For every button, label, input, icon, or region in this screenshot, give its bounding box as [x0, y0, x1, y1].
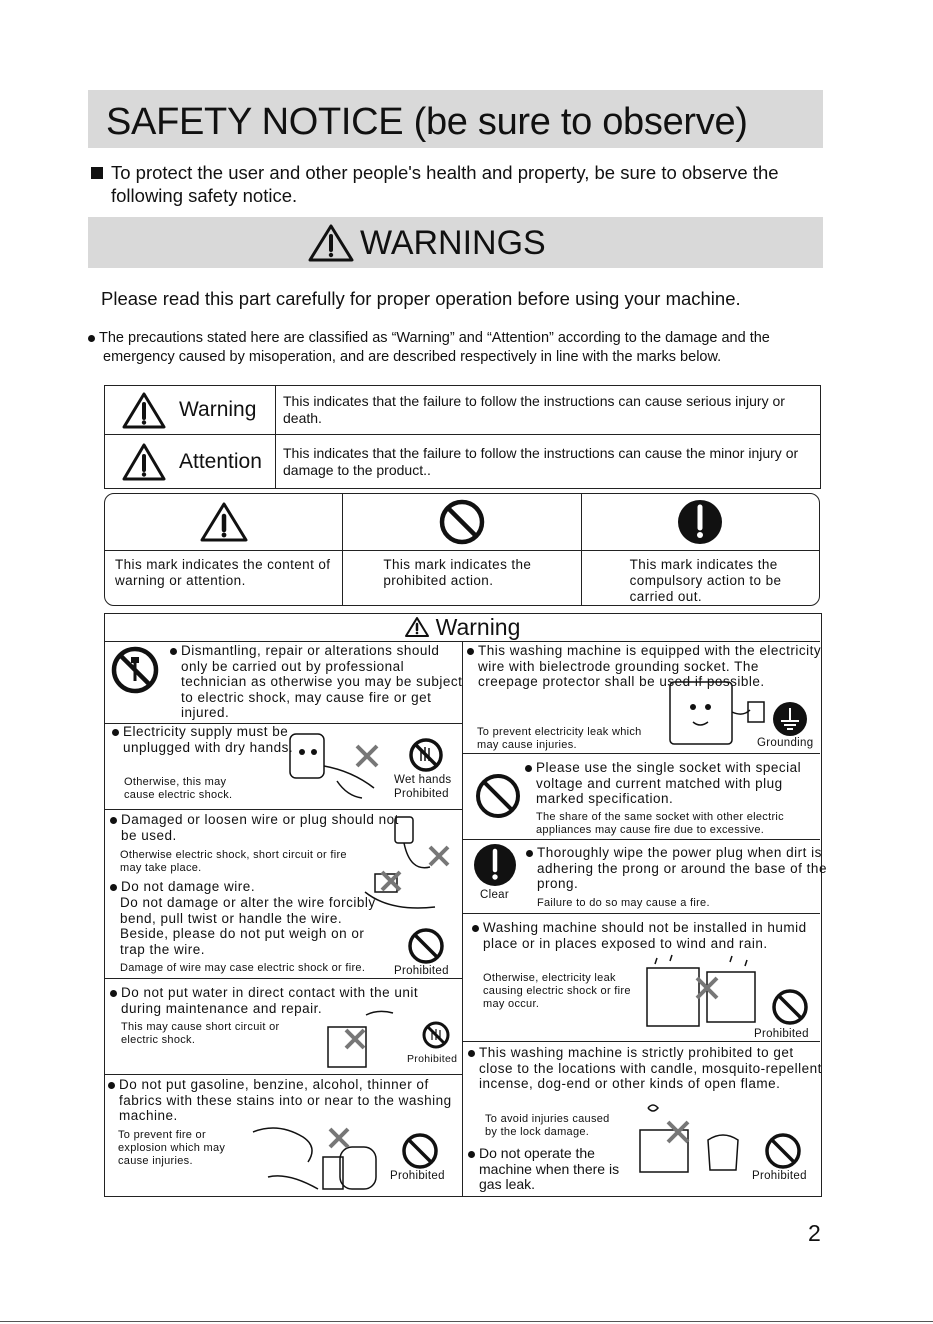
column-divider — [462, 641, 463, 1196]
row-divider — [104, 1074, 462, 1075]
warning-triangle-icon — [121, 442, 167, 482]
gasoline-illustration-icon — [248, 1117, 383, 1192]
clear-label: Clear — [480, 889, 509, 901]
page-title: SAFETY NOTICE (be sure to observe) — [106, 101, 748, 143]
gas-leak-text: Do not operate the machine when there is gas leak. — [468, 1146, 644, 1193]
prohibited-label: Prohibited — [394, 788, 449, 800]
warning-table-header — [104, 613, 820, 642]
gasoline-text: Do not put gasoline, benzine, alcohol, thinner of fabrics with these stains into or near to the washing machine. — [108, 1077, 459, 1124]
legend-label-cell — [105, 386, 276, 435]
humid-note: Otherwise, electricity leak causing electric shock or fire may occur. — [483, 972, 631, 1010]
bullet-dot-icon — [108, 1082, 115, 1089]
bullet-dot-icon — [110, 817, 117, 824]
bullet-dot-icon — [468, 1050, 475, 1057]
precaution-paragraph — [88, 329, 813, 367]
row-divider — [104, 809, 462, 810]
row-divider — [462, 753, 820, 754]
bullet-dot-icon — [467, 648, 474, 655]
row-divider — [462, 913, 820, 914]
unplug-note: Otherwise, this may cause electric shock. — [124, 776, 233, 801]
precaution-text: The precautions stated here are classified as “Warning” and “Attention” according to the damage and the emergency caused by misoperation, and are described respectively in line with the marks below. — [99, 330, 770, 365]
unplug-text: Electricity supply must be unplugged with dry hands. — [112, 724, 298, 755]
water-note: This may cause short circuit or electric shock. — [121, 1021, 280, 1046]
wet-hands-prohibited-icon — [408, 737, 444, 773]
legend-text: This indicates that the failure to follow the instructions can cause the minor injury or damage to the product.. — [276, 435, 821, 489]
bullet-dot-icon — [88, 335, 95, 342]
no-dismantle-icon — [110, 645, 160, 695]
washer-grounding-illustration-icon — [648, 672, 773, 750]
prohibited-label: Prohibited — [394, 965, 449, 977]
open-flame-note: To avoid injuries caused by the lock damage. — [485, 1113, 610, 1138]
grounding-note: To prevent electricity leak which may cause injuries. — [477, 726, 642, 751]
prohibited-icon — [771, 988, 809, 1026]
prohibited-icon — [401, 1132, 439, 1170]
warnings-heading — [308, 221, 546, 265]
legend-label: Warning — [179, 398, 257, 421]
mark-column-prohibited — [343, 494, 581, 605]
bullet-dot-icon — [110, 990, 117, 997]
water-text: Do not put water in direct contact with the unit during maintenance and repair. — [110, 985, 456, 1016]
socket-text: Please use the single socket with special voltage and current matched with plug marked specification. — [525, 760, 831, 807]
bullet-dot-icon — [112, 729, 119, 736]
marks-explanation — [104, 493, 820, 606]
prohibited-icon — [474, 772, 522, 820]
bullet-dot-icon — [472, 925, 479, 932]
warning-triangle-icon — [199, 501, 249, 543]
prohibited-icon — [407, 927, 445, 965]
damaged-wire-note: Otherwise electric shock, short circuit or fire may take place. — [120, 849, 347, 874]
open-flame-text: This washing machine is strictly prohibited to get close to the locations with candle, mosquito-repellent incense, dog-end or other kinds of open flame. — [468, 1045, 829, 1092]
warning-triangle-icon — [404, 616, 430, 638]
bullet-dot-icon — [110, 884, 117, 891]
page-bottom-rule — [0, 1321, 933, 1322]
mark-text: This mark indicates the prohibited action. — [383, 557, 532, 588]
row-divider — [462, 839, 820, 840]
intro-text: To protect the user and other people's health and property, be sure to observe the following safety notice. — [111, 162, 779, 206]
read-notice: Please read this part carefully for proper operation before using your machine. — [101, 288, 741, 309]
prohibited-icon — [438, 498, 486, 546]
legend-row-warning — [105, 386, 821, 435]
warning-table-title: Warning — [435, 613, 521, 640]
wet-hands-label: Wet hands — [394, 774, 452, 786]
wipe-text: Thoroughly wipe the power plug when dirt is adhering the prong or around the base of the prong. — [526, 845, 827, 892]
mark-column-compulsory — [582, 494, 819, 605]
bullet-dot-icon — [170, 648, 177, 655]
no-water-icon — [421, 1020, 451, 1050]
candle-flame-illustration-icon — [628, 1100, 748, 1180]
wire-detail-text: Do not damage or alter the wire forcibly bend, pull twist or handle the wire. Beside, please do not put weigh on or trap the wire. — [120, 895, 376, 957]
mark-text: This mark indicates the compulsory action to be carried out. — [629, 557, 782, 604]
socket-note: The share of the same socket with other electric appliances may cause fire due to excessive. — [536, 811, 784, 836]
wipe-note: Failure to do so may cause a fire. — [537, 897, 710, 909]
bullet-dot-icon — [525, 765, 532, 772]
prohibited-label: Prohibited — [407, 1053, 458, 1065]
legend-label-cell — [105, 435, 276, 489]
do-not-damage-wire-text: Do not damage wire. — [110, 879, 401, 895]
compulsory-exclamation-icon — [473, 843, 517, 887]
mark-text: This mark indicates the content of warning or attention. — [115, 557, 331, 588]
prohibited-icon — [764, 1132, 802, 1170]
warning-triangle-icon — [121, 391, 167, 429]
humid-text: Washing machine should not be installed in humid place or in places exposed to wind and rain. — [472, 920, 818, 951]
prohibited-label: Prohibited — [754, 1028, 809, 1040]
compulsory-exclamation-icon — [676, 498, 724, 546]
dismantle-text: Dismantling, repair or alterations should only be carried out by professional technician as otherwise you may be subject to electric shock, may cause fire or get injured. — [170, 643, 466, 721]
prohibited-label: Prohibited — [752, 1170, 807, 1182]
grounding-label: Grounding — [757, 737, 814, 749]
grounding-icon — [772, 701, 808, 737]
prohibited-label: Prohibited — [390, 1170, 445, 1182]
bullet-dot-icon — [526, 850, 533, 857]
page-number: 2 — [808, 1220, 821, 1246]
legend-table — [104, 385, 821, 489]
legend-row-attention — [105, 435, 821, 489]
warnings-heading-text: WARNINGS — [360, 224, 546, 262]
wire-note: Damage of wire may case electric shock or fire. — [120, 962, 366, 974]
damaged-wire-text: Damaged or loosen wire or plug should not be used. — [110, 812, 411, 843]
rain-washer-illustration-icon — [637, 950, 767, 1032]
unplug-illustration-icon — [282, 726, 392, 806]
legend-label: Attention — [179, 449, 262, 473]
square-bullet-icon — [91, 167, 103, 179]
water-spray-illustration-icon — [318, 1005, 408, 1071]
gasoline-note: To prevent fire or explosion which may cause injuries. — [118, 1129, 226, 1167]
warning-triangle-icon — [308, 224, 354, 262]
grounding-text: This washing machine is equipped with the electricity wire with bielectrode grounding socket. The creepage protector shall be used if possible. — [467, 643, 823, 690]
bullet-dot-icon — [468, 1151, 475, 1158]
legend-text: This indicates that the failure to follow the instructions can cause serious injury or death. — [276, 386, 821, 435]
mark-column-warning — [105, 494, 343, 605]
